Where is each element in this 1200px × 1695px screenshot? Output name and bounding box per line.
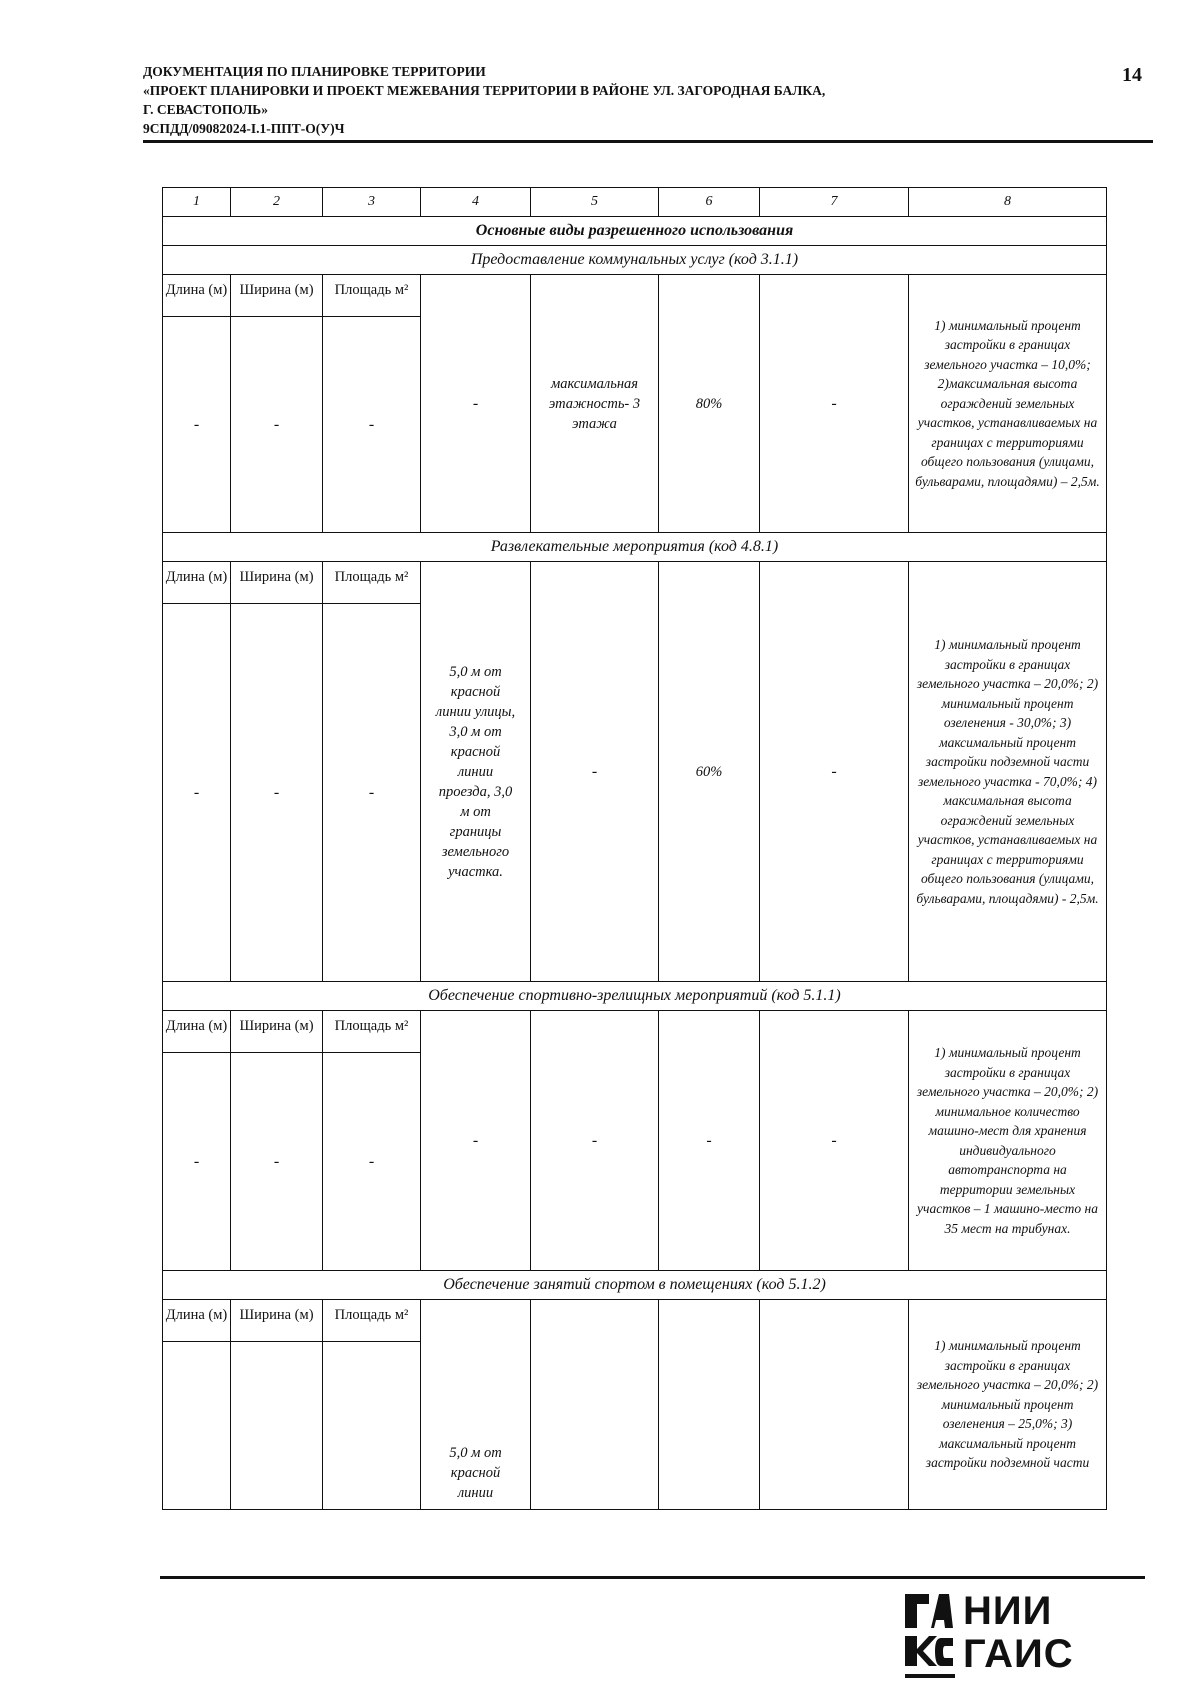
params-cell: 1) минимальный процент застройки в границах земельного участка – 10,0%; 2)максимальная высота ограждений земельных участков, устанавливаемых на границах с территориями общего пользования (улицами, бульварами, площадями) – 2,5м. — [909, 275, 1107, 533]
setback-cell: - — [421, 275, 531, 533]
coverage-cell: 60% — [659, 562, 760, 982]
width-header: Ширина (м) — [231, 1011, 323, 1053]
params-cell: 1) минимальный процент застройки в границах земельного участка – 20,0%; 2) минимальный процент озеленения – 25,0%; 3) максимальный процент застройки подземной части — [909, 1300, 1107, 1510]
block-title: Развлекательные мероприятия (код 4.8.1) — [163, 533, 1107, 562]
area-header: Площадь м² — [323, 275, 421, 317]
nii-gais-logo — [905, 1590, 1085, 1680]
col-number: 1 — [163, 188, 231, 217]
width-header: Ширина (м) — [231, 562, 323, 604]
length-header: Длина (м) — [163, 275, 231, 317]
col-number: 8 — [909, 188, 1107, 217]
length-value: - — [163, 604, 231, 982]
floors-cell: - — [531, 562, 659, 982]
page-number: 14 — [1122, 64, 1142, 86]
header-title: ДОКУМЕНТАЦИЯ ПО ПЛАНИРОВКЕ ТЕРРИТОРИИ — [143, 64, 486, 79]
coverage-cell — [659, 1300, 760, 1510]
block-title: Обеспечение занятий спортом в помещениях (код 5.1.2) — [163, 1271, 1107, 1300]
setback-cell: 5,0 м от красной линии — [421, 1300, 531, 1510]
area-header: Площадь м² — [323, 1300, 421, 1342]
width-header: Ширина (м) — [231, 1300, 323, 1342]
extra-cell: - — [760, 562, 909, 982]
col-number: 3 — [323, 188, 421, 217]
area-value: - — [323, 1053, 421, 1271]
header-doc-code: 9СПДД/09082024-I.1-ППТ-О(У)Ч — [143, 121, 345, 136]
length-value: - — [163, 317, 231, 533]
floors-cell — [531, 1300, 659, 1510]
col-number: 5 — [531, 188, 659, 217]
header-project-name: «ПРОЕКТ ПЛАНИРОВКИ И ПРОЕКТ МЕЖЕВАНИЯ ТЕРРИТОРИИ В РАЙОНЕ УЛ. ЗАГОРОДНАЯ БАЛКА, — [143, 83, 826, 98]
col-number: 7 — [760, 188, 909, 217]
area-value: - — [323, 604, 421, 982]
width-value: - — [231, 604, 323, 982]
extra-cell: - — [760, 1011, 909, 1271]
col-number: 4 — [421, 188, 531, 217]
params-cell: 1) минимальный процент застройки в границах земельного участка – 20,0%; 2) минимальное количество машино-мест для хранения индивидуального автотранспорта на территории земельных участков – 1 машино-место на 35 мест на трибунах. — [909, 1011, 1107, 1271]
logo-line-1: НИИ — [963, 1589, 1053, 1633]
setback-cell: - — [421, 1011, 531, 1271]
col-number: 6 — [659, 188, 760, 217]
width-value: - — [231, 317, 323, 533]
logo-tagline-bar — [905, 1674, 955, 1678]
area-value — [323, 1342, 421, 1510]
logo-line-2: ГАИС — [963, 1632, 1074, 1676]
header-city: Г. СЕВАСТОПОЛЬ» — [143, 102, 268, 117]
floors-cell: максимальная этажность- 3 этажа — [531, 275, 659, 533]
width-value — [231, 1342, 323, 1510]
logo-text — [963, 1590, 1074, 1676]
width-value: - — [231, 1053, 323, 1271]
area-value: - — [323, 317, 421, 533]
section-title: Основные виды разрешенного использования — [163, 217, 1107, 246]
length-header: Длина (м) — [163, 1300, 231, 1342]
area-header: Площадь м² — [323, 562, 421, 604]
area-header: Площадь м² — [323, 1011, 421, 1053]
length-header: Длина (м) — [163, 1011, 231, 1053]
coverage-cell: - — [659, 1011, 760, 1271]
column-numbers-row — [163, 188, 1107, 217]
setback-cell: 5,0 м от красной линии улицы, 3,0 м от красной линии проезда, 3,0 м от границы земельного участка. — [421, 562, 531, 982]
document-header — [143, 62, 1153, 138]
coverage-cell: 80% — [659, 275, 760, 533]
header-rule — [143, 140, 1153, 143]
footer-rule — [160, 1576, 1145, 1579]
block-title: Предоставление коммунальных услуг (код 3.1.1) — [163, 246, 1107, 275]
params-cell: 1) минимальный процент застройки в границах земельного участка – 20,0%; 2) минимальный процент озеленения - 30,0%; 3) максимальный процент застройки подземной части земельного участка - 70,0%; 4) максимальная высота ограждений земельных участков, устанавливаемых на границах с территориями общего пользования (улицами, бульварами, площадями) - 2,5м. — [909, 562, 1107, 982]
extra-cell — [760, 1300, 909, 1510]
length-header: Длина (м) — [163, 562, 231, 604]
col-number: 2 — [231, 188, 323, 217]
logo-mark-icon — [905, 1594, 953, 1672]
length-value — [163, 1342, 231, 1510]
regulations-table — [162, 187, 1107, 1510]
floors-cell: - — [531, 1011, 659, 1271]
width-header: Ширина (м) — [231, 275, 323, 317]
extra-cell: - — [760, 275, 909, 533]
block-title: Обеспечение спортивно-зрелищных мероприятий (код 5.1.1) — [163, 982, 1107, 1011]
length-value: - — [163, 1053, 231, 1271]
